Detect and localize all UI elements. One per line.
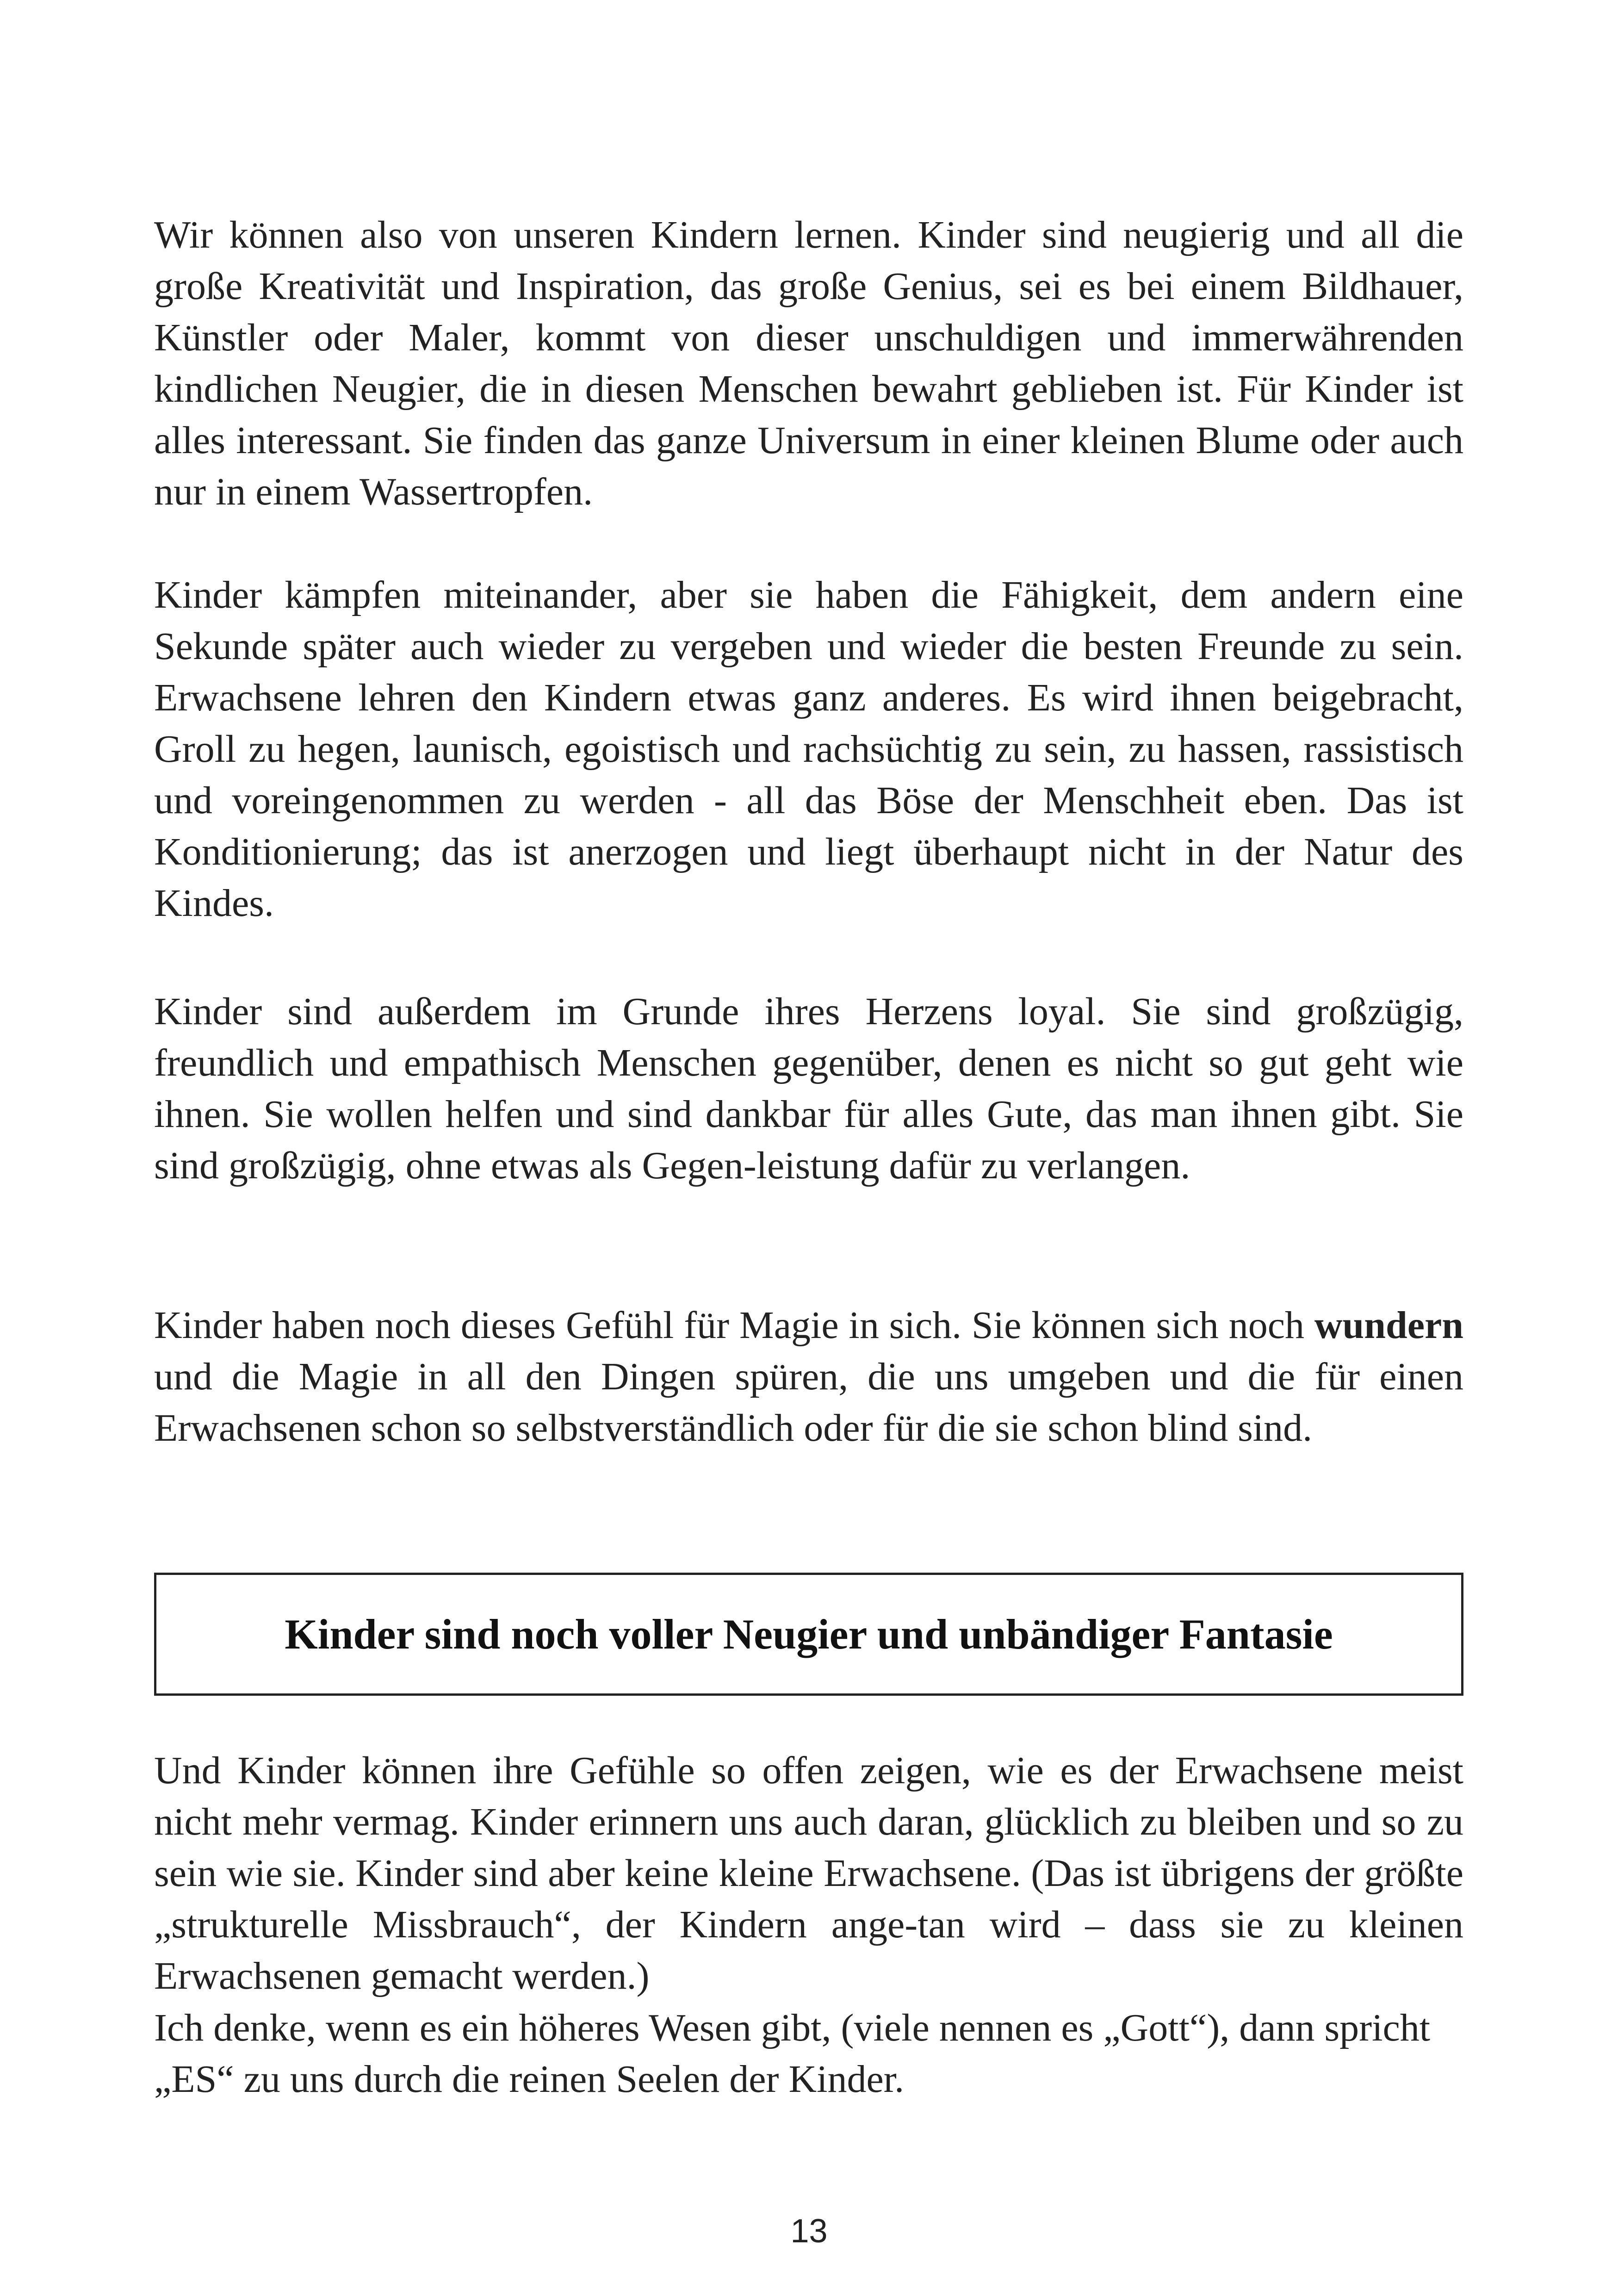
paragraph-loyal: Kinder sind außerdem im Grunde ihres Herzens loyal. Sie sind großzügig, freundlich und empathisch Menschen gegenüber, denen es nicht so gut geht wie ihnen. Sie wollen helfen und sind dankbar für alles Gute, das man ihnen gibt. Sie sind großzügig, ohne etwas als Gegen-leistung dafür zu verlangen. <box>154 990 1463 1187</box>
callout-box <box>154 1573 1463 1696</box>
paragraph-magie-text-start: Kinder haben noch dieses Gefühl für Magie in sich. Sie können sich noch <box>154 1304 1314 1347</box>
paragraph-magie-text-end: und die Magie in all den Dingen spüren, die uns umgeben und die für einen Erwachsenen schon so selbstverständlich oder für die sie schon blind sind. <box>154 1355 1463 1450</box>
paragraph-vergeben: Kinder kämpfen miteinander, aber sie haben die Fähigkeit, dem andern eine Sekunde später auch wieder zu vergeben und wieder die besten Freunde zu sein. Erwachsene lehren den Kindern etwas ganz anderes. Es wird ihnen beigebracht, Groll zu hegen, launisch, egoistisch und rachsüchtig zu sein, zu hassen, rassistisch und voreingenommen zu werden - all das Böse der Menschheit eben. Das ist Konditionierung; das ist anerzogen und liegt überhaupt nicht in der Natur des Kindes. <box>154 573 1463 925</box>
paragraph-gefuehle: Und Kinder können ihre Gefühle so offen zeigen, wie es der Erwachsene meist nicht mehr vermag. Kinder erinnern uns auch daran, glücklich zu bleiben und so zu sein wie sie. Kinder sind aber keine kleine Erwachsene. (Das ist übrigens der größte „strukturelle Missbrauch“, der Kindern ange-tan wird – dass sie zu kleinen Erwachsenen gemacht werden.) <box>154 1749 1463 1997</box>
paragraph-hoeheres-wesen: Ich denke, wenn es ein höheres Wesen gibt, (viele nennen es „Gott“), dann spricht „ES“ zu uns durch die reinen Seelen der Kinder. <box>154 2006 1431 2101</box>
paragraph-magie <box>154 1300 1463 1454</box>
paragraph-neugier: Wir können also von unseren Kindern lernen. Kinder sind neugierig und all die große Kreativität und Inspiration, das große Genius, sei es bei einem Bildhauer, Künstler oder Maler, kommt von dieser unschuldigen und immerwährenden kindlichen Neugier, die in diesen Menschen bewahrt geblieben ist. Für Kinder ist alles interessant. Sie finden das ganze Universum in einer kleinen Blume oder auch nur in einem Wassertropfen. <box>154 213 1463 513</box>
emphasis-wundern: wundern <box>1314 1304 1463 1347</box>
callout-heading: Kinder sind noch voller Neugier und unbändiger Fantasie <box>285 1611 1333 1658</box>
page-number: 13 <box>790 2213 828 2250</box>
